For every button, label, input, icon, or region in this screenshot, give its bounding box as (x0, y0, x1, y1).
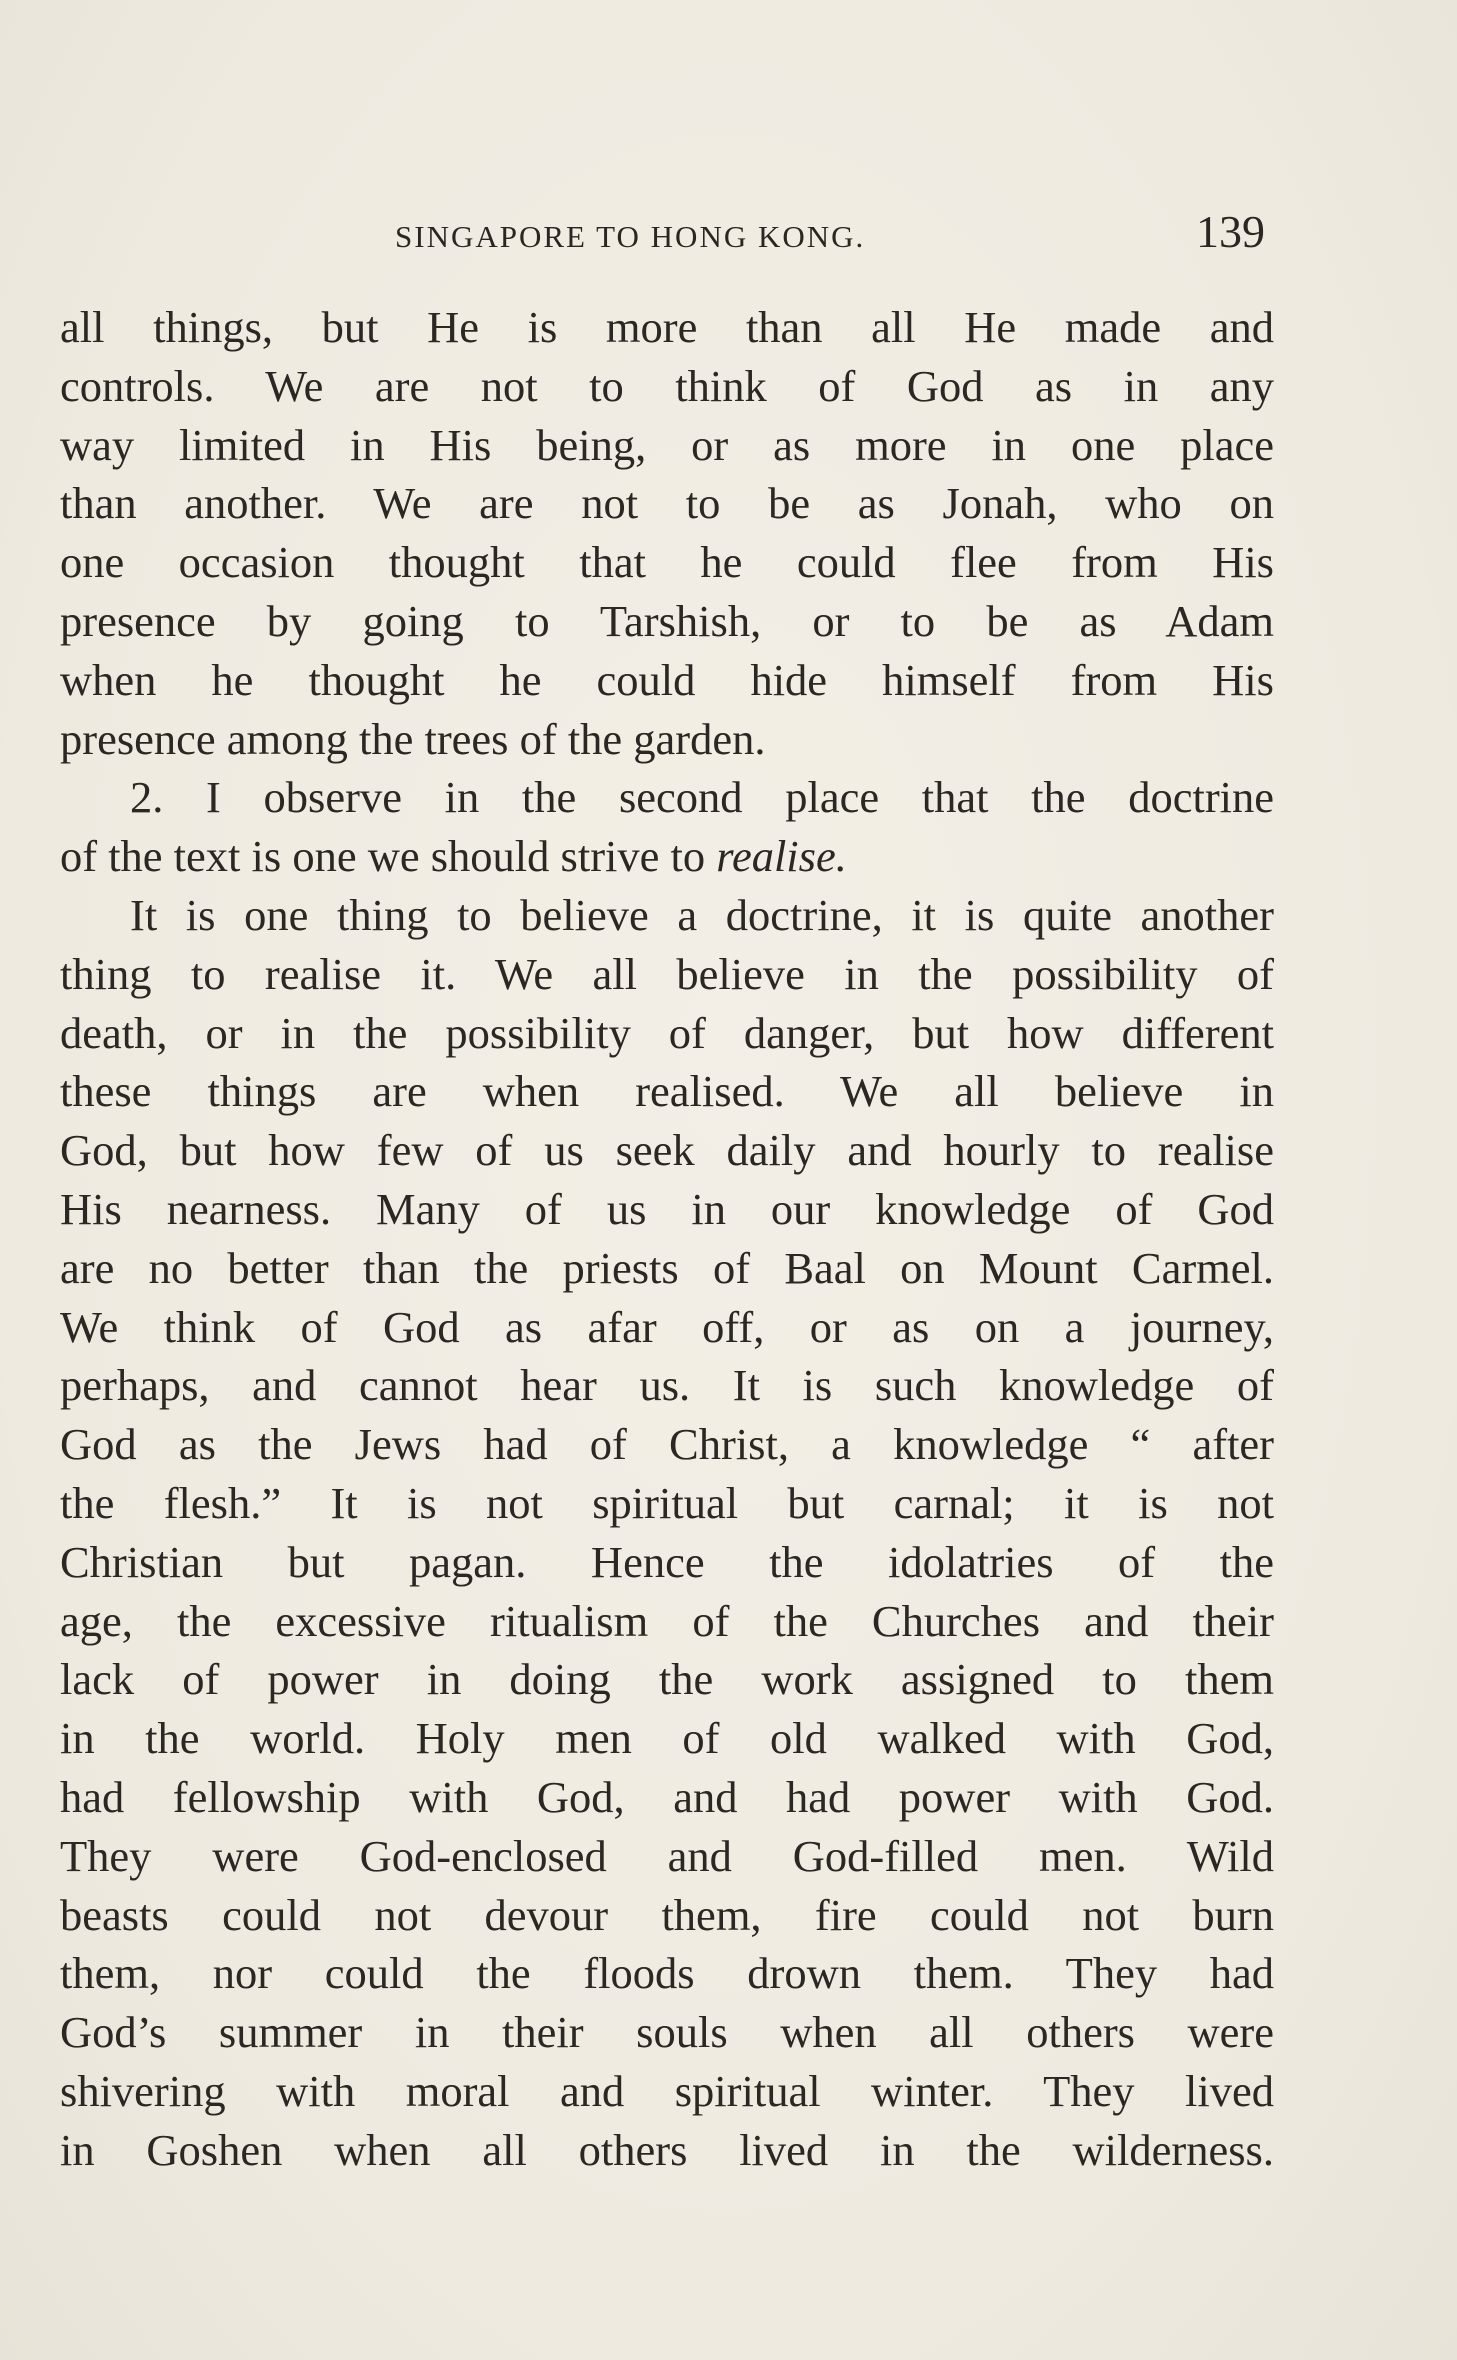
text-line: It is one thing to believe a doctrine, it is quite another (130, 889, 1274, 940)
text-line: one occasion thought that he could flee from His (60, 537, 1274, 588)
italic-word: realise. (716, 831, 847, 882)
text-line: all things, but He is more than all He made and (60, 302, 1274, 352)
text-span: of the text is one we should strive to (60, 831, 706, 882)
text-line: beasts could not devour them, fire could not burn (60, 1889, 1274, 1940)
text-line: are no better than the priests of Baal on Mount Carmel. (60, 1242, 1274, 1293)
text-line: thing to realise it. We all believe in the possibility of (60, 948, 1274, 999)
text-line: age, the excessive ritualism of the Churches and their (60, 1595, 1274, 1646)
text-line: shivering with moral and spiritual winter. They lived (60, 2065, 1274, 2116)
text-line: perhaps, and cannot hear us. It is such knowledge of (60, 1360, 1274, 1411)
text-line: way limited in His being, or as more in one place (60, 419, 1274, 470)
text-line: They were God-enclosed and God-filled men. Wild (60, 1830, 1274, 1881)
running-title: SINGAPORE TO HONG KONG. (395, 219, 866, 254)
text-line: His nearness. Many of us in our knowledge of God (60, 1183, 1274, 1234)
text-line: death, or in the possibility of danger, but how different (60, 1007, 1274, 1058)
text-line: in Goshen when all others lived in the wilderness. (60, 2124, 1274, 2175)
text-line: them, nor could the floods drown them. They had (60, 1948, 1274, 1999)
text-line: lack of power in doing the work assigned to them (60, 1654, 1274, 1705)
body-text (60, 298, 1274, 2180)
text-line-with-italic (60, 827, 1274, 886)
text-line: the flesh.” It is not spiritual but carnal; it is not (60, 1477, 1274, 1528)
text-line: We think of God as afar off, or as on a journey, (60, 1301, 1274, 1352)
text-line: 2. I observe in the second place that the doctrine (130, 772, 1274, 823)
text-line: these things are when realised. We all believe in (60, 1066, 1274, 1117)
text-line: in the world. Holy men of old walked with God, (60, 1713, 1274, 1764)
text-line: God, but how few of us seek daily and hourly to realise (60, 1125, 1274, 1176)
running-head (0, 205, 1457, 265)
text-line: God’s summer in their souls when all others were (60, 2007, 1274, 2058)
text-line: had fellowship with God, and had power with God. (60, 1771, 1274, 1822)
text-line: than another. We are not to be as Jonah, who on (60, 478, 1274, 529)
page-number: 139 (1196, 206, 1265, 257)
text-line: controls. We are not to think of God as in any (60, 360, 1274, 411)
text-line: God as the Jews had of Christ, a knowledge “ after (60, 1419, 1274, 1470)
text-line: Christian but pagan. Hence the idolatries of the (60, 1536, 1274, 1587)
text-line: presence among the trees of the garden. (60, 713, 766, 764)
text-line: when he thought he could hide himself from His (60, 654, 1274, 705)
text-line: presence by going to Tarshish, or to be as Adam (60, 595, 1274, 646)
